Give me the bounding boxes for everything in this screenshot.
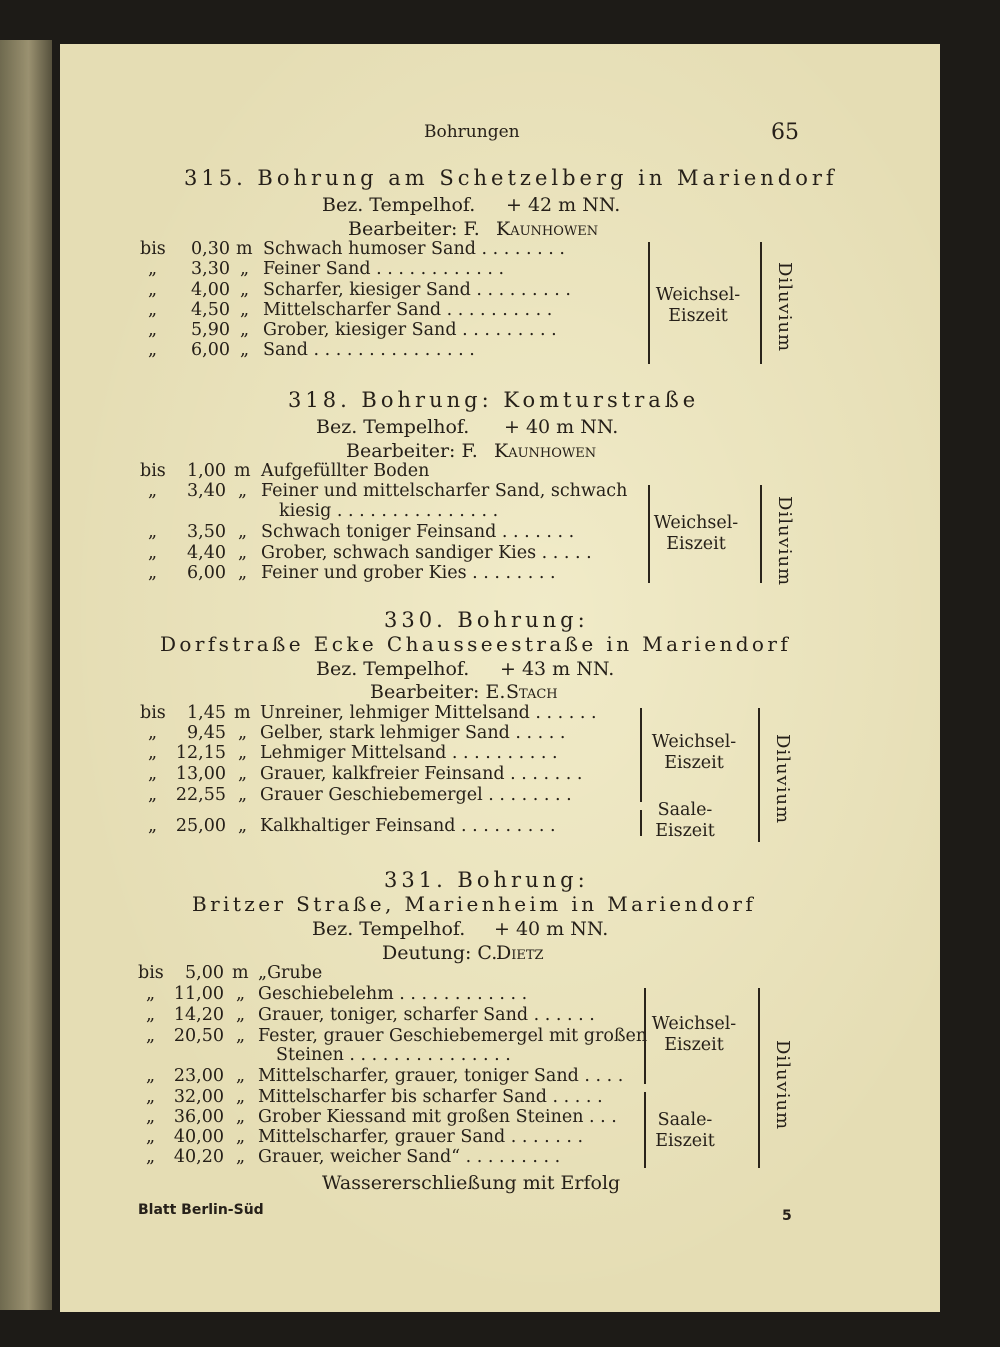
row-description: Kalkhaltiger Feinsand . . . . . . . . . xyxy=(260,816,556,836)
strat-label xyxy=(650,732,738,774)
row-unit: „ xyxy=(238,481,248,501)
bracket xyxy=(758,708,760,842)
book-spine xyxy=(0,40,52,1310)
row-description: Grauer, toniger, scharfer Sand . . . . . . xyxy=(258,1005,595,1025)
bracket xyxy=(640,810,642,836)
row-description: Aufgefüllter Boden xyxy=(261,461,430,481)
strat-line: Weichsel- xyxy=(653,513,739,533)
row-prefix: „ xyxy=(148,743,158,763)
row-unit: „ xyxy=(238,785,248,805)
bracket xyxy=(648,485,650,583)
bracket xyxy=(640,708,642,802)
row-unit: m xyxy=(236,239,253,259)
strat-line: Eiszeit xyxy=(666,534,726,554)
row-unit: „ xyxy=(236,1147,246,1167)
row-depth: 4,50 xyxy=(191,300,230,320)
author-label: Bearbeiter: F. xyxy=(348,218,480,240)
strat-line: Saale- xyxy=(657,800,713,820)
strat-label xyxy=(652,513,740,555)
row-description: Steinen . . . . . . . . . . . . . . . xyxy=(276,1045,511,1065)
strat-line: Saale- xyxy=(657,1110,713,1130)
author-label: Bearbeiter: F. xyxy=(346,440,478,462)
sheet-name: Blatt Berlin-Süd xyxy=(138,1202,264,1218)
row-description: Grauer Geschiebemergel . . . . . . . . xyxy=(260,785,572,805)
era-label: Diluvium xyxy=(774,262,795,353)
row-prefix: „ xyxy=(148,259,158,279)
borehole-title: 315. Bohrung am Schetzelberg in Mariendorf xyxy=(184,166,838,190)
era-label: Diluvium xyxy=(772,734,793,825)
running-title: Bohrungen xyxy=(424,122,520,142)
borehole-title: 330. Bohrung: xyxy=(384,608,589,632)
bracket xyxy=(758,988,760,1168)
row-prefix: „ xyxy=(148,481,158,501)
row-depth: 36,00 xyxy=(173,1107,224,1127)
row-prefix: „ xyxy=(148,300,158,320)
era-label: Diluvium xyxy=(772,1040,793,1131)
row-description: „Grube xyxy=(258,963,323,983)
row-prefix: „ xyxy=(146,984,156,1004)
row-prefix: „ xyxy=(146,1147,156,1167)
row-prefix: „ xyxy=(148,816,158,836)
row-prefix: bis xyxy=(138,963,164,983)
row-unit: „ xyxy=(238,743,248,763)
row-prefix: „ xyxy=(148,340,158,360)
row-depth: 3,40 xyxy=(187,481,226,501)
row-depth: 22,55 xyxy=(175,785,226,805)
strat-line: Weichsel- xyxy=(651,732,737,752)
book-page xyxy=(60,44,940,1312)
row-prefix: „ xyxy=(146,1066,156,1086)
row-prefix: „ xyxy=(146,1127,156,1147)
row-depth: 6,00 xyxy=(187,563,226,583)
row-unit: „ xyxy=(240,280,250,300)
row-prefix: bis xyxy=(140,239,166,259)
row-depth: 12,15 xyxy=(175,743,226,763)
result-note: Wassererschließung mit Erfolg xyxy=(322,1172,621,1194)
elevation: + 43 m NN. xyxy=(500,658,615,680)
elevation: + 40 m NN. xyxy=(494,918,609,940)
row-description: Mittelscharfer, grauer, toniger Sand . . . . xyxy=(258,1066,624,1086)
row-depth: 4,00 xyxy=(191,280,230,300)
row-depth: 11,00 xyxy=(173,984,224,1004)
row-depth: 23,00 xyxy=(173,1066,224,1086)
row-depth: 5,90 xyxy=(191,320,230,340)
page-number: 65 xyxy=(771,120,799,145)
row-description: Grauer, kalkfreier Feinsand . . . . . . . xyxy=(260,764,583,784)
row-depth: 9,45 xyxy=(187,723,226,743)
row-description: kiesig . . . . . . . . . . . . . . . xyxy=(279,501,499,521)
row-depth: 40,00 xyxy=(173,1127,224,1147)
row-unit: „ xyxy=(240,259,250,279)
row-prefix: „ xyxy=(148,723,158,743)
strat-label xyxy=(654,285,742,327)
row-description: Schwach humoser Sand . . . . . . . . xyxy=(263,239,565,259)
row-depth: 40,20 xyxy=(173,1147,224,1167)
row-depth: 6,00 xyxy=(191,340,230,360)
row-prefix: „ xyxy=(146,1005,156,1025)
elevation: + 42 m NN. xyxy=(506,194,621,216)
strat-line: Eiszeit xyxy=(668,306,728,326)
bracket xyxy=(760,485,762,583)
row-prefix: bis xyxy=(140,703,166,723)
district: Bez. Tempelhof. xyxy=(316,658,470,680)
row-unit: „ xyxy=(238,563,248,583)
row-description: Feiner und grober Kies . . . . . . . . xyxy=(261,563,556,583)
row-depth: 32,00 xyxy=(173,1087,224,1107)
row-description: Grober Kiessand mit großen Steinen . . . xyxy=(258,1107,617,1127)
author-name: Kaunhowen xyxy=(496,218,599,240)
row-prefix: „ xyxy=(146,1107,156,1127)
borehole-title: 331. Bohrung: xyxy=(384,868,589,892)
row-prefix: „ xyxy=(148,764,158,784)
strat-label-2 xyxy=(650,1110,720,1152)
row-description: Feiner Sand . . . . . . . . . . . . xyxy=(263,259,505,279)
strat-line: Eiszeit xyxy=(655,821,715,841)
bracket xyxy=(648,242,650,364)
row-depth: 1,00 xyxy=(187,461,226,481)
row-prefix: „ xyxy=(146,1087,156,1107)
row-description: Unreiner, lehmiger Mittelsand . . . . . . xyxy=(260,703,597,723)
row-prefix: „ xyxy=(148,522,158,542)
row-prefix: „ xyxy=(148,785,158,805)
row-depth: 25,00 xyxy=(175,816,226,836)
row-unit: m xyxy=(232,963,249,983)
bracket xyxy=(760,242,762,364)
row-prefix: „ xyxy=(148,280,158,300)
row-description: Lehmiger Mittelsand . . . . . . . . . . xyxy=(260,743,558,763)
district: Bez. Tempelhof. xyxy=(322,194,476,216)
strat-label xyxy=(650,1014,738,1056)
row-prefix: „ xyxy=(148,563,158,583)
row-depth: 20,50 xyxy=(173,1026,224,1046)
elevation: + 40 m NN. xyxy=(504,416,619,438)
strat-line: Weichsel- xyxy=(655,285,741,305)
row-unit: „ xyxy=(236,1005,246,1025)
row-description: Grober, kiesiger Sand . . . . . . . . . xyxy=(263,320,557,340)
row-unit: „ xyxy=(236,1026,246,1046)
author-label: Deutung: C. xyxy=(382,942,498,964)
row-unit: „ xyxy=(236,1127,246,1147)
signature-mark: 5 xyxy=(782,1208,792,1224)
row-unit: „ xyxy=(240,320,250,340)
author-label: Bearbeiter: E. xyxy=(370,681,506,703)
row-depth: 1,45 xyxy=(187,703,226,723)
row-description: Gelber, stark lehmiger Sand . . . . . xyxy=(260,723,566,743)
row-description: Grober, schwach sandiger Kies . . . . . xyxy=(261,543,592,563)
row-prefix: „ xyxy=(146,1026,156,1046)
row-depth: 14,20 xyxy=(173,1005,224,1025)
bracket xyxy=(644,1092,646,1168)
row-prefix: „ xyxy=(148,543,158,563)
borehole-subtitle: Dorfstraße Ecke Chausseestraße in Mariendorf xyxy=(160,632,792,656)
author-name: Dietz xyxy=(496,942,544,964)
row-description: Fester, grauer Geschiebemergel mit großen xyxy=(258,1026,648,1046)
row-depth: 13,00 xyxy=(175,764,226,784)
district: Bez. Tempelhof. xyxy=(312,918,466,940)
strat-line: Weichsel- xyxy=(651,1014,737,1034)
row-unit: „ xyxy=(236,984,246,1004)
row-unit: „ xyxy=(238,522,248,542)
row-description: Geschiebelehm . . . . . . . . . . . . xyxy=(258,984,528,1004)
row-description: Mittelscharfer bis scharfer Sand . . . . . xyxy=(258,1087,603,1107)
strat-line: Eiszeit xyxy=(664,1035,724,1055)
row-unit: „ xyxy=(240,340,250,360)
row-description: Feiner und mittelscharfer Sand, schwach xyxy=(261,481,628,501)
row-unit: m xyxy=(234,461,251,481)
row-unit: „ xyxy=(238,723,248,743)
row-unit: „ xyxy=(236,1066,246,1086)
row-unit: „ xyxy=(238,816,248,836)
borehole-title: 318. Bohrung: Komturstraße xyxy=(288,388,700,412)
author-name: Stach xyxy=(506,681,558,703)
strat-label-2 xyxy=(650,800,720,842)
row-unit: „ xyxy=(240,300,250,320)
era-label: Diluvium xyxy=(774,496,795,587)
row-description: Grauer, weicher Sand“ . . . . . . . . . xyxy=(258,1147,561,1167)
row-depth: 0,30 xyxy=(191,239,230,259)
author-name: Kaunhowen xyxy=(494,440,597,462)
district: Bez. Tempelhof. xyxy=(316,416,470,438)
bracket xyxy=(644,988,646,1084)
row-depth: 3,50 xyxy=(187,522,226,542)
row-prefix: bis xyxy=(140,461,166,481)
row-prefix: „ xyxy=(148,320,158,340)
row-unit: m xyxy=(234,703,251,723)
row-depth: 3,30 xyxy=(191,259,230,279)
row-unit: „ xyxy=(236,1087,246,1107)
strat-line: Eiszeit xyxy=(655,1131,715,1151)
row-description: Schwach toniger Feinsand . . . . . . . xyxy=(261,522,575,542)
row-unit: „ xyxy=(238,543,248,563)
row-description: Mittelscharfer, grauer Sand . . . . . . . xyxy=(258,1127,584,1147)
row-description: Scharfer, kiesiger Sand . . . . . . . . . xyxy=(263,280,571,300)
strat-line: Eiszeit xyxy=(664,753,724,773)
row-unit: „ xyxy=(236,1107,246,1127)
row-depth: 5,00 xyxy=(185,963,224,983)
borehole-subtitle: Britzer Straße, Marienheim in Mariendorf xyxy=(192,892,757,916)
row-unit: „ xyxy=(238,764,248,784)
row-depth: 4,40 xyxy=(187,543,226,563)
row-description: Sand . . . . . . . . . . . . . . . xyxy=(263,340,475,360)
row-description: Mittelscharfer Sand . . . . . . . . . . xyxy=(263,300,553,320)
